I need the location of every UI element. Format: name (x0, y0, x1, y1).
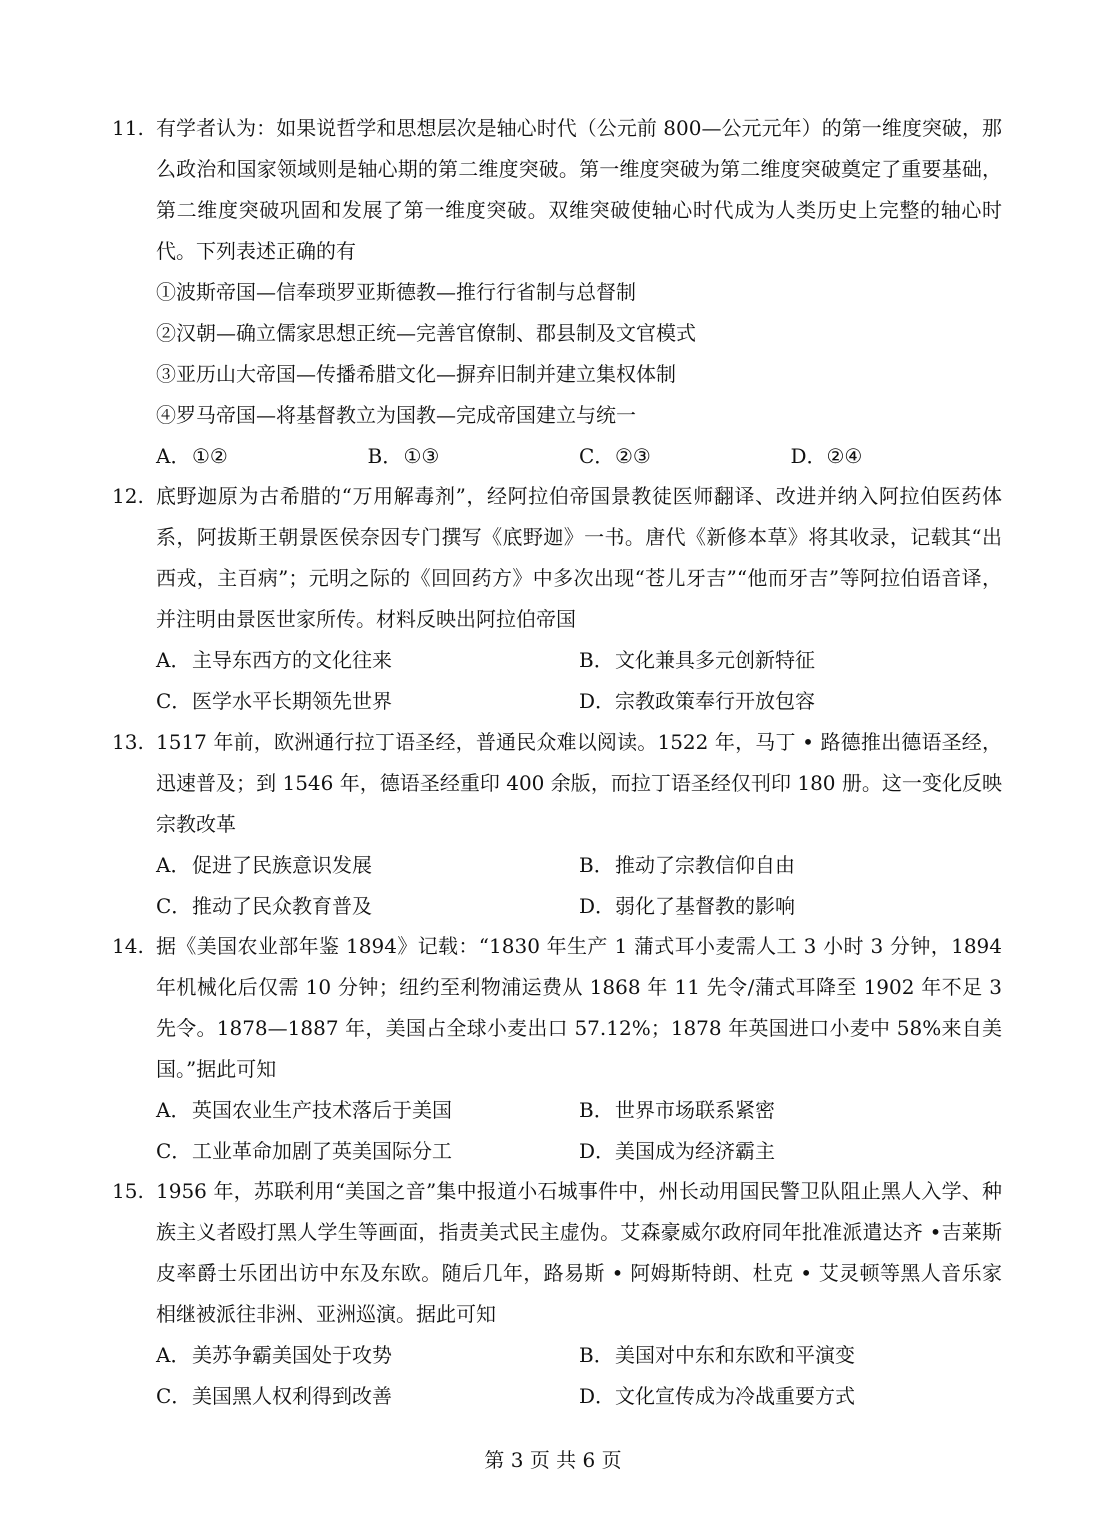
option-letter: A． (156, 1098, 191, 1122)
option-letter: D． (579, 689, 616, 713)
option-text: 医学水平长期领先世界 (192, 689, 392, 713)
option-letter: D． (579, 1139, 616, 1163)
question-14 (112, 926, 1002, 1172)
option-text: 推动了民众教育普及 (192, 894, 372, 918)
question-11 (112, 108, 1002, 477)
options-row (156, 436, 1002, 477)
question-stem: 有学者认为：如果说哲学和思想层次是轴心时代（公元前 800—公元元年）的第一维度突破，那么政治和国家领域则是轴心期的第二维度突破。第一维度突破为第二维度突破奠定了重要基础，第二维度突破巩固和发展了第一维度突破。双维突破使轴心时代成为人类历史上完整的轴心时代。下列表述正确的有 (156, 116, 1002, 263)
option-text: 主导东西方的文化往来 (192, 648, 392, 672)
question-stem: 据《美国农业部年鉴 1894》记载：“1830 年生产 1 蒲式耳小麦需人工 3 小时 3 分钟，1894 年机械化后仅需 10 分钟；纽约至利物浦运费从 1868 年 11 先令/蒲式耳降至 1902 年不足 3 先令。1878—1887 年，美国占全球小麦出口 57.12%；1878 年英国进口小麦中 58%来自美国。”据此可知 (156, 934, 1002, 1081)
option-c (156, 1131, 579, 1172)
option-text: 促进了民族意识发展 (192, 853, 372, 877)
option-letter: C． (579, 444, 615, 468)
statement-item: ②汉朝—确立儒家思想正统—完善官僚制、郡县制及文官模式 (156, 321, 696, 345)
option-b (579, 1335, 1002, 1376)
option-text: 弱化了基督教的影响 (615, 894, 795, 918)
option-letter: D． (790, 444, 827, 468)
option-text: 工业革命加剧了英美国际分工 (192, 1139, 452, 1163)
question-stem: 底野迦原为古希腊的“万用解毒剂”，经阿拉伯帝国景教徒医师翻译、改进并纳入阿拉伯医药体系，阿拔斯王朝景医侯奈因专门撰写《底野迦》一书。唐代《新修本草》将其收录，记载其“出西戎，主百病”；元明之际的《回回药方》中多次出现“苍儿牙吉”“他而牙吉”等阿拉伯语音译，并注明由景医世家所传。材料反映出阿拉伯帝国 (156, 484, 1002, 631)
option-text: ②④ (826, 444, 863, 468)
question-number: 14. (112, 934, 144, 958)
option-letter: C． (156, 689, 192, 713)
option-c (156, 886, 579, 927)
question-number: 15. (112, 1179, 144, 1203)
option-d (579, 1376, 1002, 1417)
options-grid (156, 1090, 1002, 1172)
option-letter: C． (156, 894, 192, 918)
question-15 (112, 1171, 1002, 1417)
question-13 (112, 722, 1002, 927)
option-c (156, 1376, 579, 1417)
option-b (579, 845, 1002, 886)
option-text: ②③ (615, 444, 651, 468)
option-text: ①② (192, 444, 228, 468)
option-letter: A． (156, 853, 191, 877)
option-text: 美国黑人权利得到改善 (192, 1384, 392, 1408)
statement-item: ④罗马帝国—将基督教立为国教—完成帝国建立与统一 (156, 403, 636, 427)
option-text: 推动了宗教信仰自由 (615, 853, 795, 877)
option-a (156, 845, 579, 886)
question-stem: 1517 年前，欧洲通行拉丁语圣经，普通民众难以阅读。1522 年，马丁 • 路德推出德语圣经，迅速普及；到 1546 年，德语圣经重印 400 余版，而拉丁语圣经仅刊印 180 册。这一变化反映宗教改革 (156, 730, 1002, 836)
option-letter: B． (579, 1098, 614, 1122)
option-d (579, 1131, 1002, 1172)
option-d (791, 436, 1003, 477)
option-a (156, 436, 368, 477)
option-letter: A． (156, 444, 191, 468)
statement-item: ①波斯帝国—信奉琐罗亚斯德教—推行行省制与总督制 (156, 280, 636, 304)
options-grid (156, 845, 1002, 927)
option-text: 英国农业生产技术落后于美国 (192, 1098, 452, 1122)
options-grid (156, 1335, 1002, 1417)
question-number: 12. (112, 484, 144, 508)
option-c (579, 436, 791, 477)
question-number: 11. (112, 116, 144, 140)
statement-item: ③亚历山大帝国—传播希腊文化—摒弃旧制并建立集权体制 (156, 362, 676, 386)
option-d (579, 681, 1002, 722)
option-text: 文化宣传成为冷战重要方式 (615, 1384, 855, 1408)
option-text: 文化兼具多元创新特征 (615, 648, 815, 672)
question-12 (112, 476, 1002, 722)
option-text: 宗教政策奉行开放包容 (615, 689, 815, 713)
option-a (156, 1335, 579, 1376)
option-text: ①③ (403, 444, 440, 468)
options-grid (156, 640, 1002, 722)
option-letter: B． (579, 648, 614, 672)
option-d (579, 886, 1002, 927)
option-letter: A． (156, 648, 191, 672)
option-text: 美国成为经济霸主 (615, 1139, 775, 1163)
option-text: 世界市场联系紧密 (615, 1098, 775, 1122)
option-c (156, 681, 579, 722)
option-letter: B． (579, 1343, 614, 1367)
option-b (368, 436, 580, 477)
option-letter: B． (367, 444, 403, 468)
option-b (579, 1090, 1002, 1131)
option-letter: C． (156, 1139, 192, 1163)
option-text: 美国对中东和东欧和平演变 (615, 1343, 855, 1367)
option-letter: C． (156, 1384, 192, 1408)
option-letter: D． (579, 1384, 616, 1408)
option-text: 美苏争霸美国处于攻势 (192, 1343, 392, 1367)
option-a (156, 640, 579, 681)
option-a (156, 1090, 579, 1131)
question-stem: 1956 年，苏联利用“美国之音”集中报道小石城事件中，州长动用国民警卫队阻止黑人入学、种族主义者殴打黑人学生等画面，指责美式民主虚伪。艾森豪威尔政府同年批准派遣达齐 •吉莱斯皮率爵士乐团出访中东及东欧。随后几年，路易斯 • 阿姆斯特朗、杜克 • 艾灵顿等黑人音乐家相继被派往非洲、亚洲巡演。据此可知 (156, 1179, 1002, 1326)
option-letter: D． (579, 894, 616, 918)
question-number: 13. (112, 730, 144, 754)
page-footer: 第 3 页 共 6 页 (484, 1448, 622, 1472)
option-b (579, 640, 1002, 681)
option-letter: A． (156, 1343, 191, 1367)
option-letter: B． (579, 853, 614, 877)
